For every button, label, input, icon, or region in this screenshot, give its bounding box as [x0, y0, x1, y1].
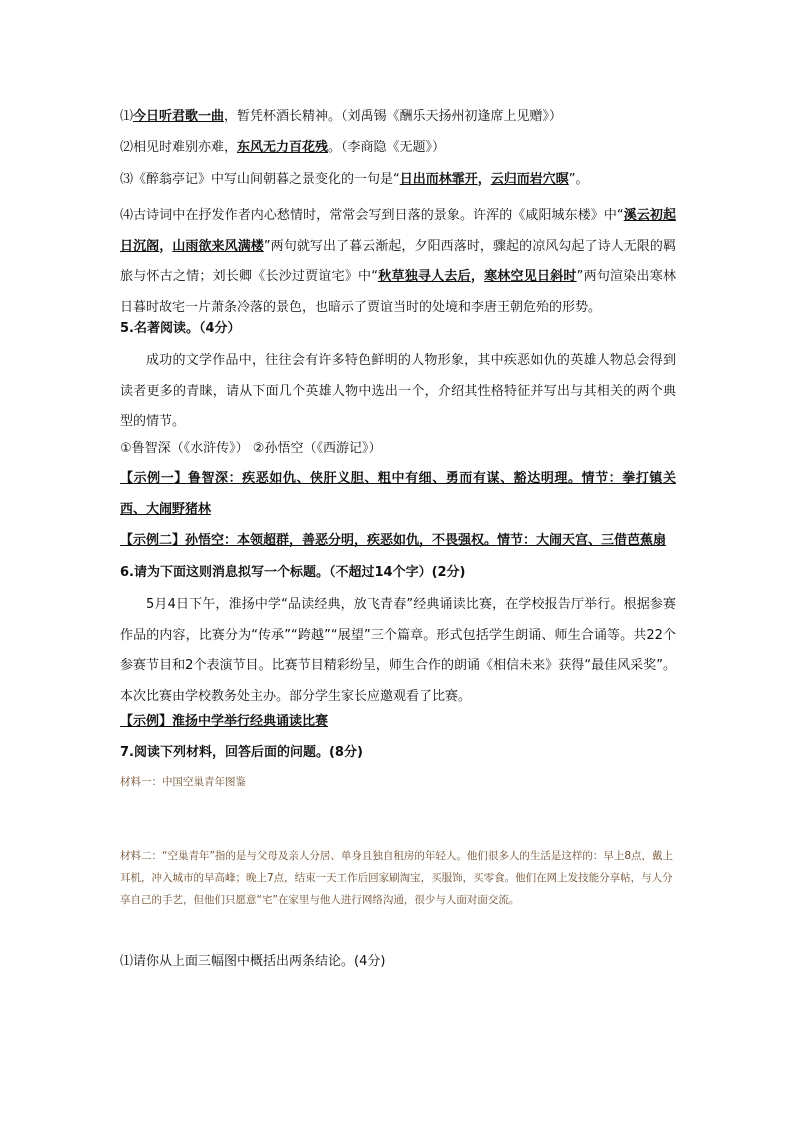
q4-item-4-sep-1: ，	[159, 238, 173, 254]
q4-item-3-prefix: ⑶《醉翁亭记》中写山间朝暮之景变化的一句是“	[120, 172, 400, 187]
q4-item-1	[120, 108, 562, 126]
q4-item-4-answer-4: 寒林空见日斜时	[484, 269, 577, 284]
q4-item-4-sep-2: ，	[470, 269, 485, 284]
q4-item-1-rest: ，暂凭杯酒长精神。（刘禹锡《酬乐天扬州初逢席上见赠》）	[224, 109, 563, 124]
q7-material-2: 材料二：“空巢青年”指的是与父母及亲人分居、单身且独自租房的年轻人。他们很多人的生活是这样的：早上8点，戴上耳机，冲入城市的早高峰；晚上7点，结束一天工作后回家刷淘宝，买服饰，买零食。他们在网上发技能分享帖，与人分享自己的手艺，但他们只愿意“宅”在家里与他人进行网络沟通，很少与人面对面交流。	[120, 850, 674, 906]
q7-material-1: 材料一：中国空巢青年图鉴	[120, 776, 246, 788]
q4-item-1-prefix: ⑴	[120, 109, 134, 124]
q4-item-4-text-1: ⑷古诗词中在抒发作者内心愁情时，常常会写到日落的景象。许浑的《咸阳城东楼》中“	[120, 208, 624, 223]
q7-sub-question-1: ⑴请你从上面三幅图中概括出两条结论。(4分)	[120, 954, 386, 969]
q4-item-4	[120, 201, 676, 323]
q4-item-2-answer: 东风无力百花残	[237, 140, 329, 155]
q7-title: 7.阅读下列材料，回答后面的问题。(8分)	[120, 745, 363, 760]
q4-item-1-answer: 今日听君歌一曲	[133, 109, 225, 124]
q6-title: 6.请为下面这则消息拟写一个标题。（不超过14个字）(2分)	[120, 565, 466, 580]
q4-item-2	[120, 139, 445, 157]
q4-item-4-answer-3: 秋草独寻人去后	[378, 269, 471, 284]
q4-item-3	[120, 171, 589, 189]
q4-item-4-text-2: ”两句就写出了暮云渐起，夕阳西落时，骤起的凉风勾起了诗人无限的羁旅与怀古之情；刘长卿《长沙过贾谊宅》中“	[120, 238, 676, 284]
q4-item-3-suffix: ”。	[568, 172, 589, 187]
q4-item-3-answer-1: 日出而林霏开	[399, 172, 478, 187]
q4-item-4-text-3: ”两句渲染出寒林日暮时故宅一片萧条冷落的景色，也暗示了贾谊当时的处境和李唐王朝危殆的形势。	[120, 269, 676, 315]
q4-item-4-answer-1: 溪云初起日沉阁	[120, 208, 676, 254]
q5-body: 成功的文学作品中，往往会有许多特色鲜明的人物形象，其中疾恶如仇的英雄人物总会得到读者更多的青睐，请从下面几个英雄人物中选出一个，介绍其性格特征并写出与其相关的两个典型的情节。	[120, 353, 676, 429]
q6-body: 5月4日下午，淮扬中学“品读经典，放飞青春”经典诵读比赛，在学校报告厅举行。根据参赛作品的内容，比赛分为“传承”“跨越”“展望”三个篇章。形式包括学生朗诵、师生合诵等。共22个参赛节目和2个表演节目。比赛节目精彩纷呈，师生合作的朗诵《相信未来》获得“最佳风采奖”。本次比赛由学校教务处主办。部分学生家长应邀观看了比赛。	[120, 597, 676, 704]
q6-example: 【示例】淮扬中学举行经典诵读比赛	[120, 714, 329, 729]
q4-item-4-answer-2: 山雨欲来风满楼	[172, 238, 264, 254]
q5-example-1: 【示例一】鲁智深：疾恶如仇、侠肝义胆、粗中有细、勇而有谋、豁达明理。情节：拳打镇关西、大闹野猪林	[120, 471, 676, 517]
q4-item-3-sep: ，	[477, 172, 491, 187]
q4-item-3-answer-2: 云归而岩穴暝	[490, 172, 569, 187]
q5-options: ①鲁智深（《水浒传》） ②孙悟空（《西游记》）	[120, 441, 382, 456]
q4-item-2-rest: 。（李商隐《无题》）	[328, 140, 446, 155]
q5-example-2: 【示例二】孙悟空：本领超群，善恶分明，疾恶如仇，不畏强权。情节：大闹天宫、三借芭蕉扇	[120, 533, 667, 548]
q5-title: 5.名著阅读。（4分）	[120, 321, 241, 336]
q4-item-2-prefix: ⑵相见时难别亦难，	[120, 140, 238, 155]
